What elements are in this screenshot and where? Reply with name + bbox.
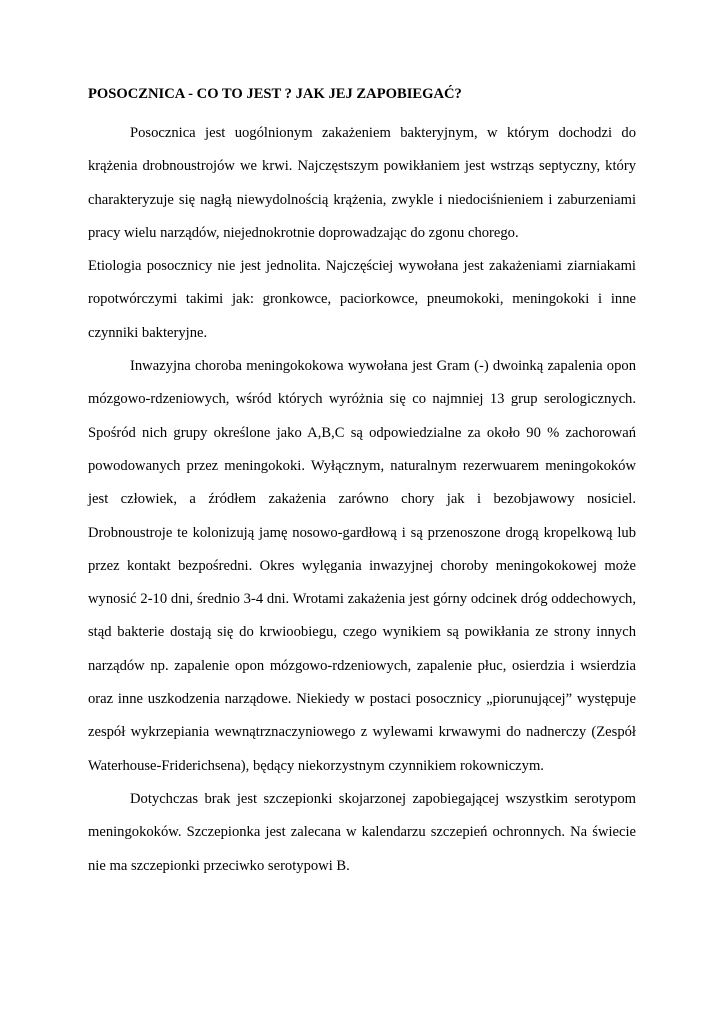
paragraph-etiology: Etiologia posocznicy nie jest jednolita. Najczęściej wywołana jest zakażeniami ziarniakami ropotwórczymi takimi jak: gronkowce, paciorkowce, pneumokoki, meningokoki i inne czynniki bakteryjne. (88, 258, 636, 341)
document-title: POSOCZNICA - CO TO JEST ? JAK JEJ ZAPOBIEGAĆ? (88, 86, 462, 102)
paragraph-definition: Posocznica jest uogólnionym zakażeniem bakteryjnym, w którym dochodzi do krążenia drobnoustrojów we krwi. Najczęstszym powikłaniem jest wstrząs septyczny, który charakteryzuje się nagłą niewydolnością krążenia, zwykle i niedociśnieniem i zaburzeniami pracy wielu narządów, niejednokrotnie doprowadzając do zgonu chorego. (88, 125, 636, 241)
paragraph-vaccine: Dotychczas brak jest szczepionki skojarzonej zapobiegającej wszystkim serotypom meningokoków. Szczepionka jest zalecana w kalendarzu szczepień ochronnych. Na świecie nie ma szczepionki przeciwko serotypowi B. (88, 790, 636, 874)
document-page (88, 84, 636, 883)
paragraph-meningococcal: Inwazyjna choroba meningokokowa wywołana jest Gram (-) dwoinką zapalenia opon mózgowo-rdzeniowych, wśród których wyróżnia się co najmniej 13 grup serologicznych. Spośród nich grupy określone jako A,B,C są odpowiedzialne za około 90 % zachorowań powodowanych przez meningokoki. Wyłącznym, naturalnym rezerwuarem meningokoków jest człowiek, a źródłem zakażenia zarówno chory jak i bezobjawowy nosiciel. Drobnoustroje te kolonizują jamę nosowo-gardłową i są przenoszone drogą kropelkową lub przez kontakt bezpośredni. Okres wylęgania inwazyjnej choroby meningokokowej może wynosić 2-10 dni, średnio 3-4 dni. Wrotami zakażenia jest górny odcinek dróg oddechowych, stąd bakterie dostają się do krwioobiegu, czego wynikiem są powikłania ze strony innych narządów np. zapalenie opon mózgowo-rdzeniowych, zapalenie płuc, osierdzia i wsierdzia oraz inne uszkodzenia narządowe. Niekiedy w postaci posocznicy „piorunującej” występuje zespół wykrzepiania wewnątrznaczyniowego z wylewami krwawymi do nadnerczy (Zespół Waterhouse-Friderichsena), będący niekorzystnym czynnikiem rokowniczym. (88, 358, 636, 774)
